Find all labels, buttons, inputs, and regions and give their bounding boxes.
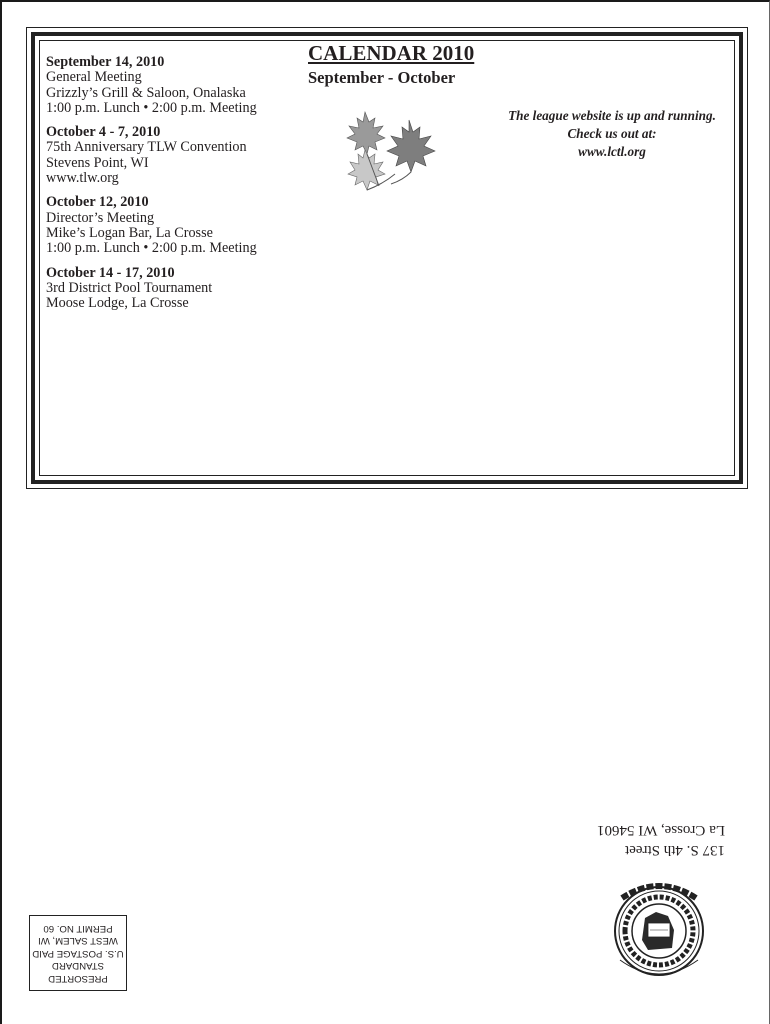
postage-line: PERMIT NO. 60 <box>43 922 113 934</box>
website-link[interactable]: www.lctl.org <box>578 144 646 159</box>
address-city: La Crosse, WI 54601 <box>596 822 725 838</box>
event-detail: 75th Anniversary TLW Convention <box>46 139 247 156</box>
event-detail: 1:00 p.m. Lunch • 2:00 p.m. Meeting <box>46 99 257 116</box>
postage-line: U.S. POSTAGE PAID <box>32 947 124 959</box>
league-seal-icon <box>610 872 708 990</box>
return-address <box>580 820 725 860</box>
maple-leaves-icon <box>343 110 439 192</box>
website-notice <box>482 107 742 161</box>
event-item <box>46 195 296 256</box>
address-street: 137 S. 4th Street <box>625 842 725 858</box>
event-detail: Director’s Meeting <box>46 209 155 226</box>
calendar-subtitle: September - October <box>308 68 456 87</box>
event-item <box>46 266 296 312</box>
event-detail: Stevens Point, WI <box>46 154 149 171</box>
postage-line: PRESORTED <box>48 973 108 984</box>
event-date: October 4 - 7, 2010 <box>46 124 161 141</box>
calendar-title: CALENDAR 2010 <box>308 41 475 65</box>
event-link[interactable]: www.tlw.org <box>46 170 119 187</box>
postage-line: STANDARD <box>51 960 105 972</box>
postage-indicia <box>29 915 127 991</box>
event-detail: Mike’s Logan Bar, La Crosse <box>46 224 213 241</box>
event-detail: Grizzly’s Grill & Saloon, Onalaska <box>46 84 246 101</box>
event-item <box>46 125 296 186</box>
event-date: October 12, 2010 <box>46 194 149 211</box>
event-detail: 3rd District Pool Tournament <box>46 279 213 296</box>
notice-line: Check us out at: <box>567 126 657 141</box>
event-date: October 14 - 17, 2010 <box>46 264 175 281</box>
event-list <box>46 55 296 320</box>
event-detail: Moose Lodge, La Crosse <box>46 295 189 312</box>
notice-line: The league website is up and running. <box>508 108 716 123</box>
event-item <box>46 55 296 116</box>
event-date: September 14, 2010 <box>46 54 165 70</box>
postage-line: WEST SALEM, WI <box>38 935 118 947</box>
event-detail: 1:00 p.m. Lunch • 2:00 p.m. Meeting <box>46 240 257 257</box>
event-detail: General Meeting <box>46 69 142 86</box>
